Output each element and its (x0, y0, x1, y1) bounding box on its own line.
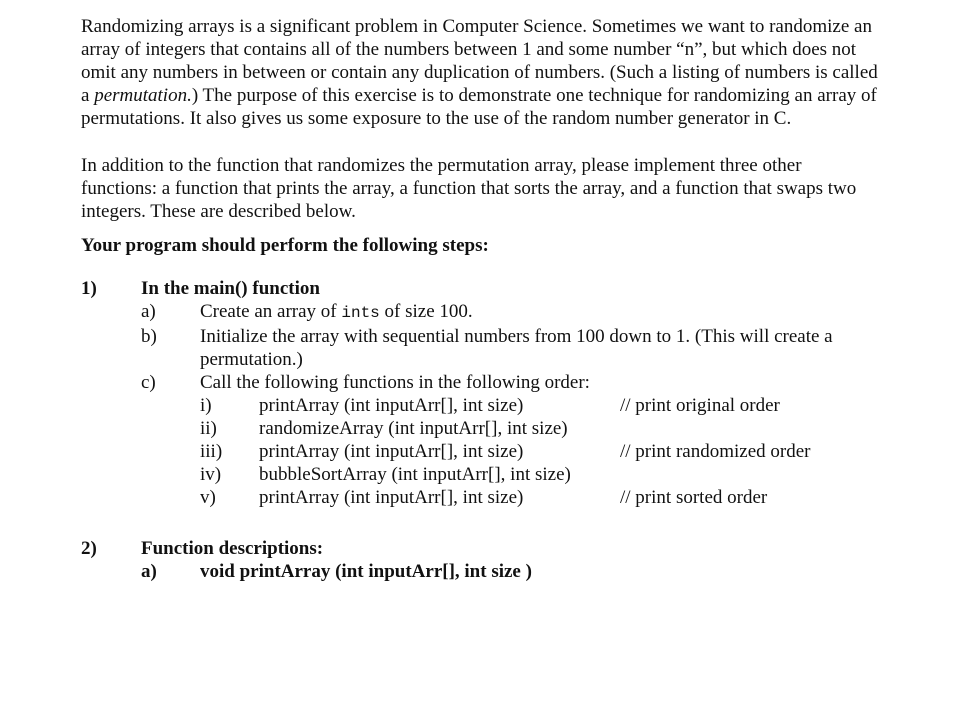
call-comment: // print randomized order (620, 441, 811, 462)
step-1b-text: Initialize the array with sequential numbers from 100 down to 1. (This will create a permutation.) (200, 326, 833, 370)
call-list-item (81, 463, 881, 486)
section-2-title: Function descriptions: (141, 538, 324, 559)
step-1a-text: Create an array of ints of size 100. (200, 301, 473, 322)
intro-paragraph-1 (81, 15, 881, 130)
step-2a-marker: a) (141, 561, 157, 582)
call-marker: iv) (200, 464, 222, 485)
call-marker: ii) (200, 418, 217, 439)
section-2-number: 2) (81, 538, 97, 559)
step-1b-marker: b) (141, 326, 157, 347)
call-signature: randomizeArray (int inputArr[], int size) (259, 418, 568, 439)
call-marker: i) (200, 395, 212, 416)
call-marker: v) (200, 487, 216, 508)
call-signature: printArray (int inputArr[], int size) (259, 487, 524, 508)
step-1c (81, 371, 881, 394)
call-signature: printArray (int inputArr[], int size) (259, 441, 524, 462)
permutation-term: permutation. (94, 85, 192, 106)
call-list-item (81, 440, 881, 463)
steps-heading: Your program should perform the following steps: (81, 235, 489, 256)
call-list-item (81, 394, 881, 417)
step-1b (81, 325, 881, 371)
document-body (81, 15, 881, 583)
section-1-header (81, 277, 881, 300)
section-2-header (81, 537, 881, 560)
ints-code: ints (341, 304, 380, 322)
step-1c-text: Call the following functions in the following order: (200, 372, 590, 393)
step-1c-marker: c) (141, 372, 156, 393)
section-1-number: 1) (81, 278, 97, 299)
step-1a (81, 300, 881, 325)
step-1a-marker: a) (141, 301, 156, 322)
call-comment: // print original order (620, 395, 780, 416)
call-marker: iii) (200, 441, 223, 462)
intro-paragraph-2: In addition to the function that randomizes the permutation array, please implement three other functions: a function that prints the array, a function that sorts the array, and a function that swaps two integers. These are described below. (81, 155, 857, 222)
section-1-title: In the main() function (141, 278, 320, 299)
call-signature: bubbleSortArray (int inputArr[], int size) (259, 464, 571, 485)
intro-p1-text-cont: ) The purpose of this exercise is to demonstrate one technique for randomizing an array of permutations. It also gives us some exposure to the use of the random number generator in C. (81, 85, 877, 129)
step-2a-signature: void printArray (int inputArr[], int size ) (200, 561, 532, 582)
call-signature: printArray (int inputArr[], int size) (259, 395, 524, 416)
intro-p1-text: Randomizing arrays is a significant problem in Computer Science. Sometimes we want to randomize an array of integers that contains all of the numbers between 1 and some number “n”, but which does not omit any numbers in between or contain any duplication of numbers. (Such a listing of numbers is called a (81, 16, 878, 106)
call-comment: // print sorted order (620, 487, 768, 508)
call-list-item (81, 417, 881, 440)
call-list-item (81, 486, 881, 509)
step-2a (81, 560, 881, 583)
